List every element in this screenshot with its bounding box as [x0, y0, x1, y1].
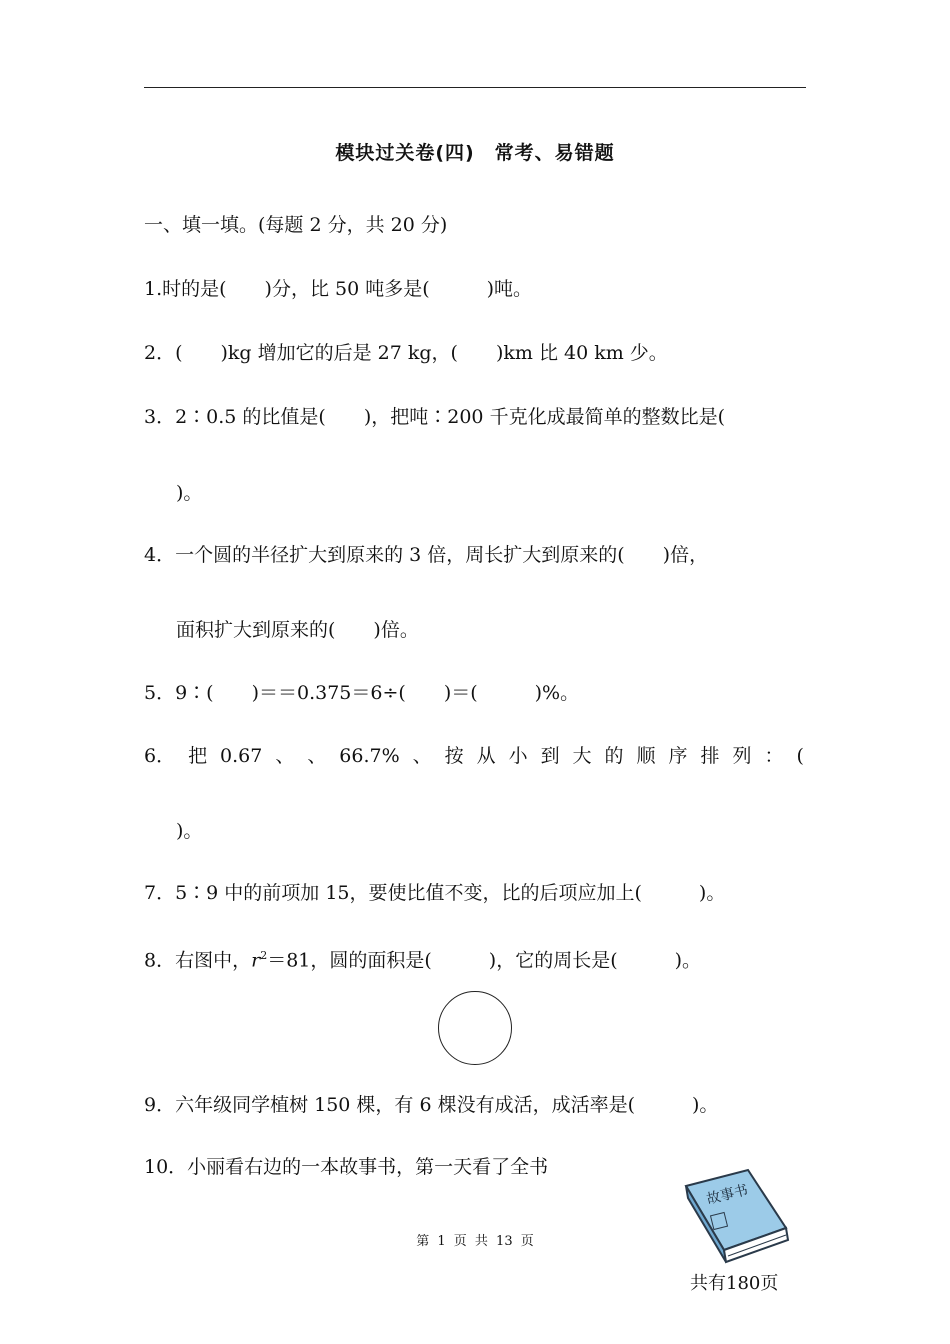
q6-token: 66.7% [339, 745, 400, 767]
q6-token: 的 [604, 745, 624, 767]
question-1: 1.时的是( )分，比 50 吨多是( )吨。 [144, 278, 533, 300]
q6-token: ( [796, 745, 804, 767]
q6-token: 列 [732, 745, 752, 767]
q6-token: 到 [540, 745, 560, 767]
header-rule [144, 87, 806, 88]
question-3-line-2: )。 [176, 482, 203, 504]
q8-exponent: 2 [260, 949, 268, 962]
page-title: 模块过关卷(四) 常考、易错题 [335, 142, 615, 164]
book-caption: 共有180页 [690, 1273, 779, 1294]
q6-token: 小 [508, 745, 528, 767]
q6-token: 、 [275, 745, 295, 767]
question-8 [144, 943, 701, 973]
question-10: 10．小丽看右边的一本故事书，第一天看了全书 [144, 1156, 549, 1178]
q8-suffix: ＝81，圆的面积是( )，它的周长是( )。 [267, 949, 702, 972]
q6-token: 、 [412, 745, 432, 767]
q6-token: 从 [476, 745, 496, 767]
book-label: 故事书 [705, 1182, 750, 1208]
question-2: 2．( )kg 增加它的后是 27 kg，( )km 比 40 km 少。 [144, 342, 668, 364]
q6-token: 0.67 [220, 745, 263, 767]
story-book-image [678, 1168, 798, 1266]
q6-token: 把 [188, 745, 208, 767]
q6-token: 顺 [636, 745, 656, 767]
q6-token: 大 [572, 745, 592, 767]
question-5: 5．9∶( )＝＝0.375＝6÷( )＝( )%。 [144, 682, 580, 704]
q6-token: 排 [700, 745, 720, 767]
question-7: 7．5∶9 中的前项加 15，要使比值不变，比的后项应加上( )。 [144, 882, 726, 904]
q6-token: 6． [144, 745, 176, 767]
q6-token: 、 [307, 745, 327, 767]
q6-token: 按 [444, 745, 464, 767]
question-6-line-1 [144, 743, 804, 769]
question-3-line-1: 3．2∶0.5 的比值是( )，把吨∶200 千克化成最简单的整数比是( [144, 406, 725, 428]
q6-token: 序 [668, 745, 688, 767]
question-4-line-2: 面积扩大到原来的( )倍。 [176, 619, 419, 641]
page-footer: 第 1 页 共 13 页 [416, 1234, 534, 1249]
section-heading: 一、填一填。(每题 2 分，共 20 分) [144, 214, 448, 236]
question-6-line-2: )。 [176, 820, 203, 842]
question-4-line-1: 4．一个圆的半径扩大到原来的 3 倍，周长扩大到原来的( )倍， [144, 544, 709, 566]
q8-prefix: 8．右图中， [144, 949, 252, 972]
circle-figure [438, 991, 512, 1065]
q6-token: ： [764, 745, 784, 767]
q8-variable: r [251, 949, 261, 972]
question-9: 9．六年级同学植树 150 棵，有 6 棵没有成活，成活率是( )。 [144, 1094, 719, 1116]
